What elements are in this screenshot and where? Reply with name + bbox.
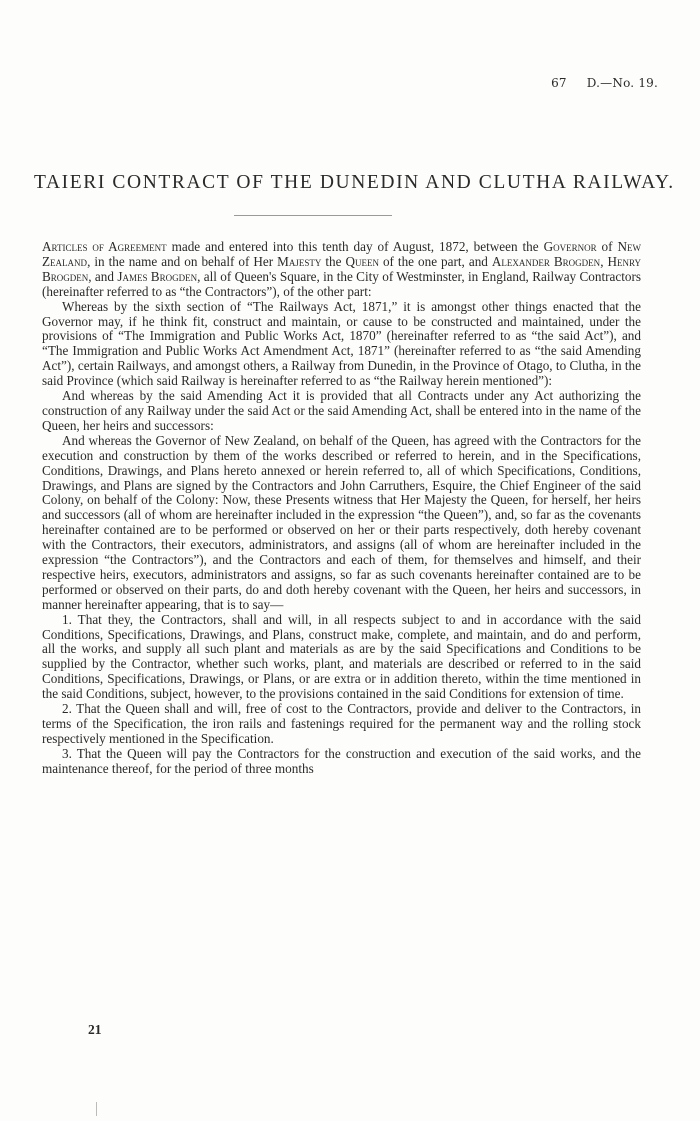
paragraph-whereas-governor: And whereas the Governor of New Zealand, on behalf of the Queen, has agreed with the Contractors for the execution and construction by them of the works described or referred to herein, and in the Specifications, Conditions, Drawings, and Plans hereto annexed or herein referred to, all of which Specifications, Conditions, Drawings, and Plans are signed by the Contractors and John Carruthers, Esquire, the Chief Engineer of the said Colony, on behalf of the Colony: Now, these Presents witness that Her Majesty the Queen, for herself, her heirs and successors (all of whom are hereinafter included in the expression “the Queen”), and, so far as the covenants hereinafter contained are to be performed or observed on her or their parts respectively, doth hereby covenant with the Contractors, their executors, administrators, and assigns (all of whom are hereinafter included in the expression “the Contractors”), and the Contractors and each of them, for themselves and himself, and their respective heirs, executors, administrators and assigns, so far as such covenants hereinafter contained are to be performed or observed on their parts, do and doth hereby covenant with the Queen, her heirs and successors, in manner hereinafter appearing, that is to say— [42, 432, 641, 612]
opening-paragraph: Articles of Agreement made and entered into this tenth day of August, 1872, between the Governor of New Zealand, in the name and on behalf of Her Majesty the Queen of the one part, and Alexander Brogden, Henry Brogden, and James Brogden, all of Queen's Square, in the City of Westminster, in England, Railway Contractors (hereinafter referred to as “the Contractors”), of the other part: [42, 239, 642, 299]
clause-2: 2. That the Queen shall and will, free of cost to the Contractors, provide and deliver to the Contractors, in terms of the Specification, the iron rails and fastenings required for the permanent way and the rolling stock respectively mentioned in the Specification. [42, 701, 641, 746]
page-mark [96, 1102, 97, 1116]
paragraph-whereas-amending-act: And whereas by the said Amending Act it is provided that all Contracts under any Act authorizing the construction of any Railway under the said Act or the said Amending Act, shall be entered into in the name of the Queen, her heirs and successors: [42, 388, 641, 433]
paragraph-whereas-railways-act: Whereas by the sixth section of “The Railways Act, 1871,” it is amongst other things enacted that the Governor may, if he think fit, construct and maintain, or cause to be constructed and maintained, under the provisions of “The Immigration and Public Works Act, 1870” (hereinafter referred to as “the said Act”), and “The Immigration and Public Works Act Amendment Act, 1871” (hereinafter referred to as “the said Amending Act”), certain Railways, and amongst others, a Railway from Dunedin, in the Province of Otago, to Clutha, in the said Province (which said Railway is hereinafter referred to as “the Railway herein mentioned”): [42, 298, 641, 389]
page-header [551, 76, 658, 90]
signature-mark: 21 [88, 1022, 102, 1037]
clause-1: 1. That they, the Contractors, shall and will, in all respects subject to and in accordance with the said Conditions, Specifications, Drawings, and Plans, construct make, complete, and maintain, and do and perform, all the works, and supply all such plant and materials as are by the said Specifications and Conditions to be supplied by the Contractor, whether such works, plant, and materials are described or referred to in the said Conditions, Specifications, Drawings, or Plans, or are extra or in addition thereto, within the time mentioned in the said Conditions, subject, however, to the provisions contained in the said Conditions for extension of time. [42, 611, 641, 702]
title-divider [234, 215, 392, 217]
articles-of-agreement: Articles of Agreement [42, 239, 167, 254]
clause-3: 3. That the Queen will pay the Contractors for the construction and execution of the said works, and the maintenance thereof, for the period of three months [42, 745, 641, 776]
document-title: TAIERI CONTRACT OF THE DUNEDIN AND CLUTHA RAILWAY. [34, 172, 675, 193]
document-reference: D.—No. 19. [586, 76, 658, 90]
page-number: 67 [551, 76, 567, 90]
document-body [42, 240, 641, 777]
